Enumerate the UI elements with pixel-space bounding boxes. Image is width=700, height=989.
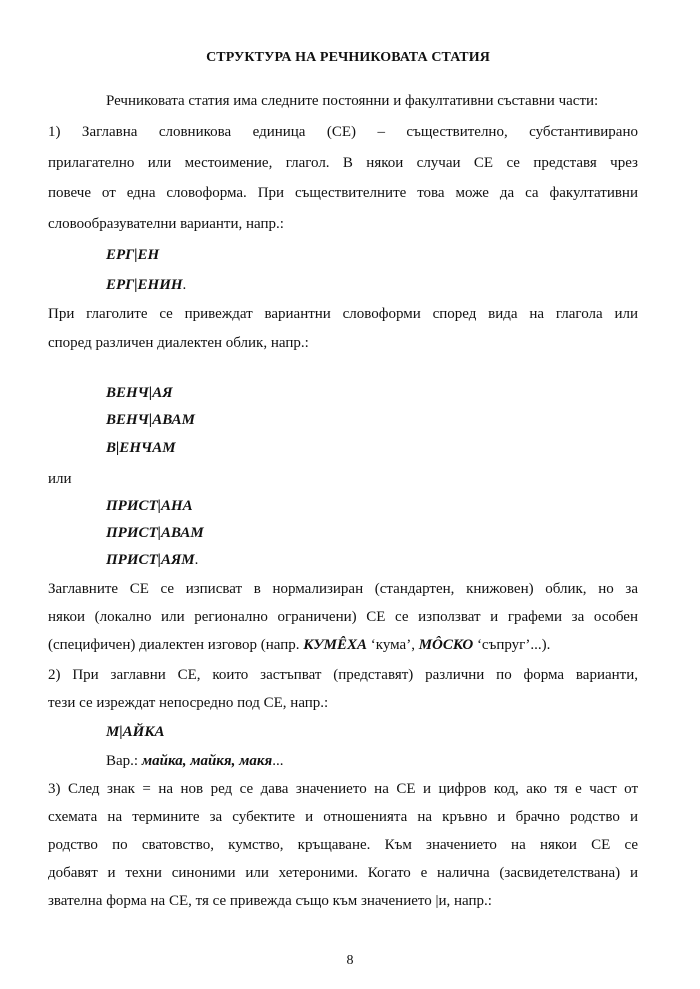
headword-line-erg-enin <box>106 276 638 295</box>
variants-ellipsis: ... <box>272 753 284 769</box>
example-mosko: MÔСКО <box>418 637 474 653</box>
variants-line <box>106 752 638 771</box>
item3-line-5: звателна форма на СЕ, тя се привежда също към значението |и, напр.: <box>48 893 492 909</box>
headword-erg-enin: ЕРГ|ЕНИН <box>106 277 183 293</box>
verbs-line-2: според различен диалектен облик, напр.: <box>48 335 309 351</box>
spelling-line-2: някои (локално или регионално ограничени) СЕ се използват и графеми за особен <box>48 609 638 625</box>
headword-line-prist-ayam <box>106 551 638 570</box>
page-number: 8 <box>346 953 354 968</box>
item1-line-3: повече от една словоформа. При съществителните това може да са факултативни <box>48 185 638 201</box>
item3-line-1: 3) След знак = на нов ред се дава значението на СЕ и цифров код, ако тя е част от <box>48 781 638 797</box>
page-title: СТРУКТУРА НА РЕЧНИКОВАТА СТАТИЯ <box>206 50 490 65</box>
item1-line-4: словообразувателни варианти, напр.: <box>48 216 284 232</box>
item2-line-2: тези се изреждат непосредно под СЕ, напр.: <box>48 695 329 711</box>
headword-prist-ana: ПРИСТ|АНА <box>106 498 193 514</box>
document-page <box>48 0 638 989</box>
item1-line-2: прилагателно или местоимение, глагол. В някои случаи СЕ се представя чрез <box>48 155 638 171</box>
conjunction-or: или <box>48 471 72 487</box>
gloss-kuma: ‘кума’, <box>367 637 419 653</box>
headword-period: . <box>182 277 187 293</box>
item3-line-4: добавят и техни синоними или хетероними. Когато е налична (засвидетелствана) и <box>48 865 638 881</box>
variants-label: Вар.: <box>106 753 142 769</box>
item2-line-1: 2) При заглавни СЕ, които застъпват (представят) различни по форма варианти, <box>48 667 638 683</box>
headword-v-encham: В|ЕНЧАМ <box>106 440 176 456</box>
spelling-line-1: Заглавните СЕ се изписват в нормализиран (стандартен, книжовен) облик, но за <box>48 581 638 597</box>
headword-prist-avam: ПРИСТ|АВАМ <box>106 525 204 541</box>
headword-period: . <box>194 552 199 568</box>
gloss-sapruga: ‘съпруг’...). <box>473 637 551 653</box>
variant-forms: майка, майкя, макя <box>141 753 273 769</box>
item3-line-3: родство по сватовство, кумство, кръщаване. Към значението на някои СЕ се <box>48 837 638 853</box>
item1-line-1: 1) Заглавна словникова единица (СЕ) – съществително, субстантивирано <box>48 124 638 140</box>
headword-vench-avam: ВЕНЧ|АВАМ <box>106 412 195 428</box>
spelling-line-3 <box>48 636 638 655</box>
headword-vench-aya: ВЕНЧ|АЯ <box>106 385 173 401</box>
verbs-line-1: При глаголите се привеждат вариантни словоформи според вида на глагола или <box>48 306 638 322</box>
intro-line: Речниковата статия има следните постоянни и факултативни съставни части: <box>106 93 599 109</box>
headword-erg-en: ЕРГ|ЕН <box>106 247 160 263</box>
headword-m-ayka: М|АЙКА <box>106 724 165 740</box>
spelling-text: (специфичен) диалектен изговор (напр. <box>48 637 304 653</box>
item3-line-2: схемата на термините за субектите и отношенията на кръвно и брачно родство и <box>48 809 638 825</box>
example-kumeha: КУМÊХА <box>303 637 368 653</box>
headword-prist-ayam: ПРИСТ|АЯМ <box>106 552 195 568</box>
